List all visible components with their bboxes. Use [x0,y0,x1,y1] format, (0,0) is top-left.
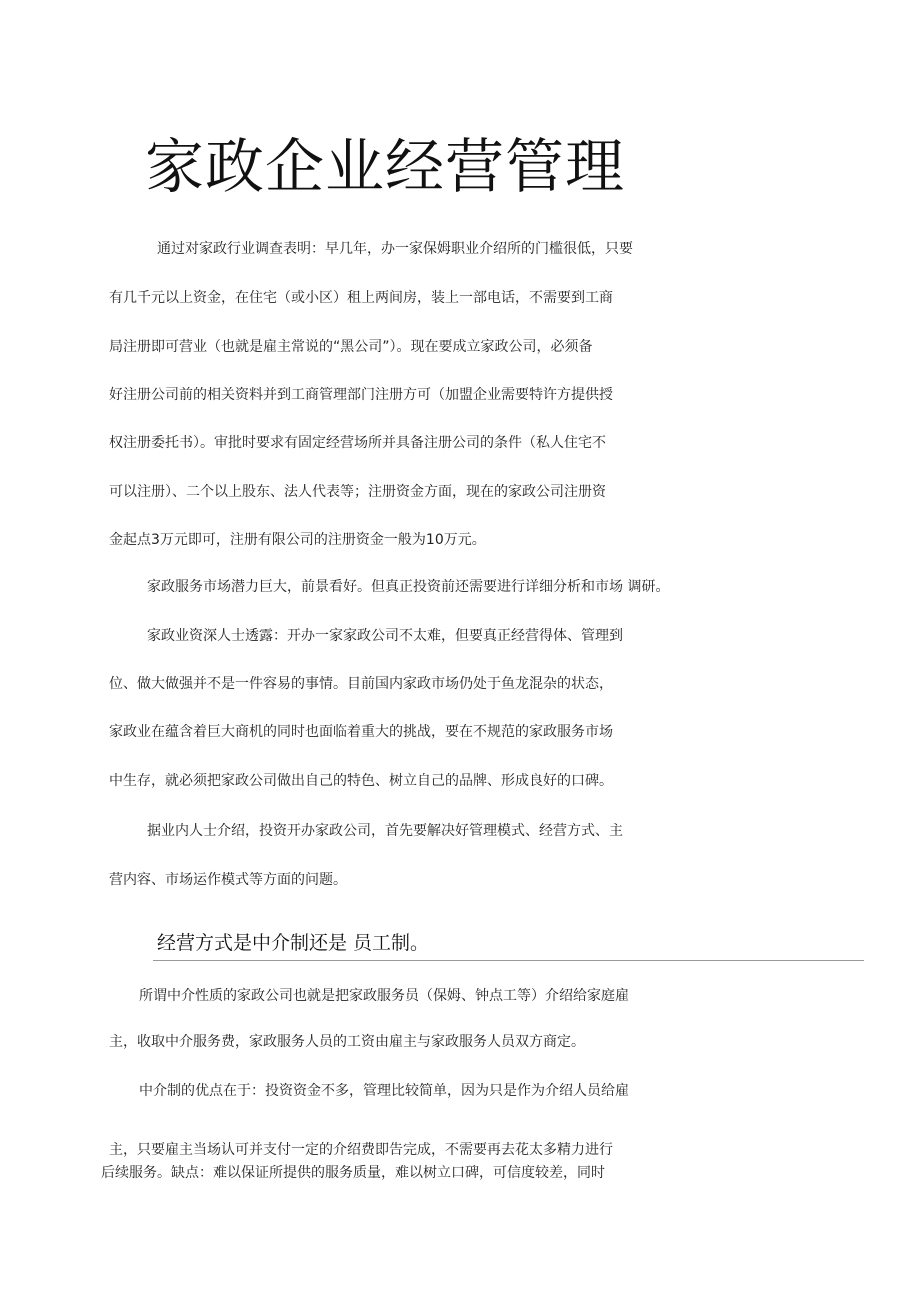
paragraph-line: 局注册即可营业（也就是雇主常说的“黑公司”）。现在要成立家政公司，必须备 [109,339,593,355]
paragraph-line: 可以注册）、二个以上股东、法人代表等；注册资金方面，现在的家政公司注册资 [109,484,606,500]
paragraph-line: 家政服务市场潜力巨大，前景看好。但真正投资前还需要进行详细分析和市场 调研。 [147,579,670,595]
paragraph-line: 通过对家政行业调查表明：早几年，办一家保姆职业介绍所的门槛很低，只要 [157,241,633,257]
paragraph-line: 主，只要雇主当场认可并支付一定的介绍费即告完成，不需要再去花太多精力进行 [109,1142,613,1158]
paragraph-line: 所谓中介性质的家政公司也就是把家政服务员（保姆、钟点工等）介绍给家庭雇 [139,988,629,1004]
paragraph-line: 后续服务。缺点：难以保证所提供的服务质量，难以树立口碑，可信度较差，同时 [101,1165,605,1181]
document-title: 家政企业经营管理 [145,132,626,201]
paragraph-line: 中生存，就必须把家政公司做出自己的特色、树立自己的品牌、形成良好的口碑。 [109,773,613,789]
paragraph-line: 营内容、市场运作模式等方面的问题。 [109,872,347,888]
heading-underline [153,960,864,961]
paragraph-line: 权注册委托书）。审批时要求有固定经营场所并具备注册公司的条件（私人住宅不 [109,435,606,451]
paragraph-line: 主，收取中介服务费，家政服务人员的工资由雇主与家政服务人员双方商定。 [109,1034,585,1050]
paragraph-line: 家政业资深人士透露：开办一家家政公司不太难，但要真正经营得体、管理到 [147,628,623,644]
paragraph-line: 好注册公司前的相关资料并到工商管理部门注册方可（加盟企业需要特许方提供授 [109,387,613,403]
section-heading: 经营方式是中介制还是 员工制。 [157,932,430,954]
paragraph-line: 据业内人士介绍，投资开办家政公司，首先要解决好管理模式、经营方式、主 [147,823,623,839]
paragraph-line: 金起点3万元即可，注册有限公司的注册资金一般为10万元。 [109,532,486,548]
paragraph-line: 家政业在蕴含着巨大商机的同时也面临着重大的挑战，要在不规范的家政服务市场 [109,724,613,740]
paragraph-line: 中介制的优点在于：投资资金不多，管理比较简单，因为只是作为介绍人员给雇 [139,1083,629,1099]
paragraph-line: 有几千元以上资金，在住宅（或小区）租上两间房，装上一部电话，不需要到工商 [109,290,613,306]
paragraph-line: 位、做大做强并不是一件容易的事情。目前国内家政市场仍处于鱼龙混杂的状态， [109,676,613,692]
